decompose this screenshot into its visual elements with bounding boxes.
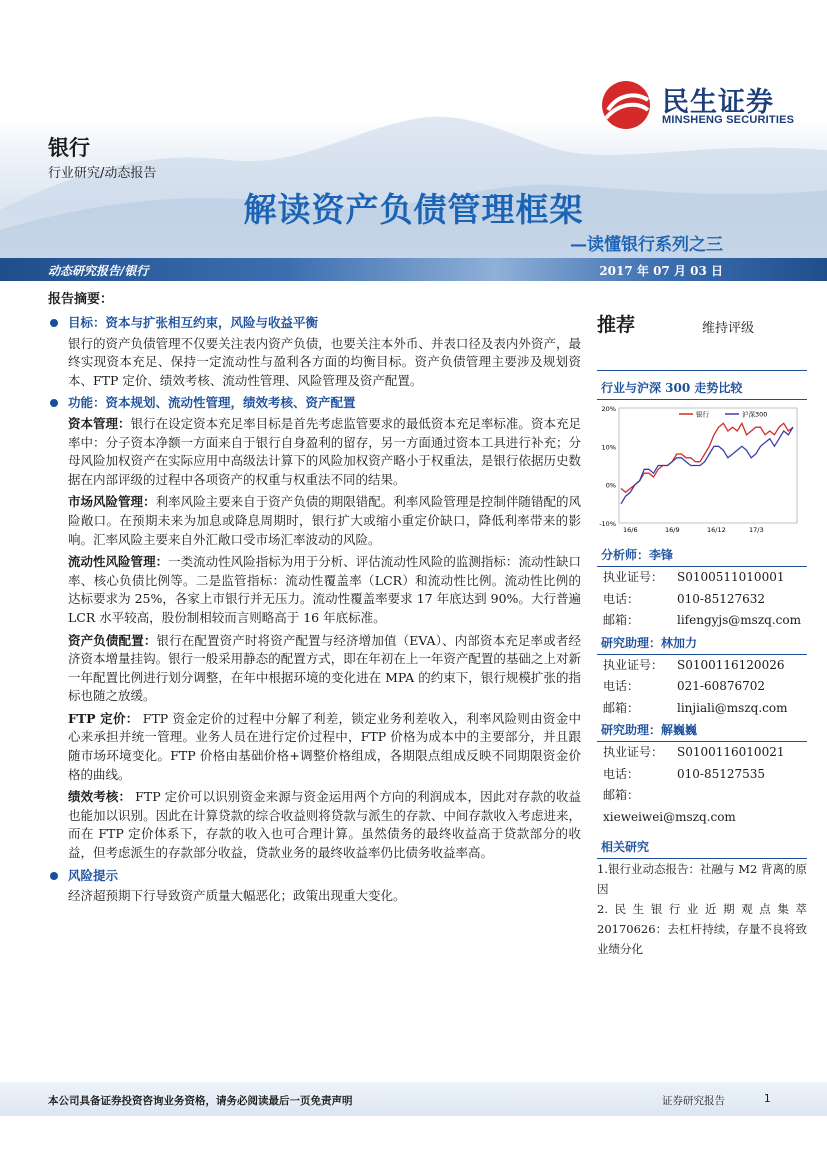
analyst-title: 分析师：李锋 [597,544,807,567]
x-tick-label: 17/3 [749,526,764,534]
report-type: 行业研究/动态报告 [48,166,157,181]
page-number: 1 [764,1093,771,1105]
related-title: 相关研究 [597,836,807,859]
performance-chart [597,400,807,540]
paragraph: 经济超预期下行导致资产质量大幅恶化；政策出现重大变化。 [68,888,406,904]
x-tick-label: 16/12 [707,526,726,534]
sector-name: 银行 [48,136,90,160]
analyst-email[interactable]: 邮箱： lifengyjs@mszq.com [603,613,801,627]
report-date: 2017 年 07 月 03 日 [599,264,723,278]
analyst-phone: 电话： 010-85127535 [603,766,766,781]
y-tick-label: -10% [599,520,616,528]
paragraph: 银行的资产负债管理不仅要关注表内资产负债，也要关注本外币、并表口径及表内外资产，最终实现资本充足、保持一定流动性与盈利各方面的均衡目标。资产负债管理主要涉及规划资本、FTP 定价、绩效考核、流动性管理、风险管理及资产配置。 [68,335,581,388]
analyst-cert: 执业证号： S0100511010001 [603,570,785,584]
chart-plot-area [619,408,797,523]
paragraph: 绩效考核： FTP 定价可以识别资金来源与资金运用两个方向的利润成本，因此对存款的收益也能加以识别。因此在计算贷款的综合收益则将贷款与派生的存款、中间存款收入考虑进来，而在 FTP 定价体系下，存款的收入也可合理计算。虽然债务的最终收益高于贷款部分的收益，但考虑派生的存款部分收益，贷款业务的最终收益率仍比债务收益率高。 [68,789,581,861]
report-title: 解读资产负债管理框架 [243,190,584,229]
x-tick-label: 16/9 [665,526,680,534]
analyst-email[interactable]: 邮箱： linjiali@mszq.com [603,700,788,715]
analyst-email[interactable]: 邮箱：xieweiwei@mszq.com [603,788,736,824]
analyst-phone: 电话： 021-60876702 [603,679,766,693]
report-subtitle: —读懂银行系列之三 [570,235,723,255]
legend-label: 银行 [696,410,709,419]
bullet-icon [50,872,58,880]
analyst-cert: 执业证号： S0100116120026 [603,657,785,672]
x-tick-label: 16/6 [623,526,638,534]
paragraph: 资本管理：银行在设定资本充足率目标是首先考虑监管要求的最低资本充足率标准。资本充足率中：分子资本净额一方面来自于银行自身盈利的留存，另一方面通过资本工具进行补充；分母风险加权资产在实际应用中高级法计算下的风险加权资产略小于权重法，是银行依据历史数据在内部评级的过程中各项资产的权重与权重法不同的结果。 [68,415,581,487]
related-item[interactable]: 2.民生银行业近期观点集萃 20170626：去杠杆持续，存量不良将致业绩分化 [597,902,807,956]
paragraph: 市场风险管理：利率风险主要来自于资产负债的期限错配。利率风险管理是控制伴随错配的风险敞口。在预期未来为加息或降息周期时，银行扩大或缩小重定价缺口，降低利率带来的影响。汇率风险主要来自外汇敞口受市场汇率波动的风险。 [68,494,581,547]
y-tick-label: 0% [605,481,616,490]
section-heading: 功能：资本规划、流动性管理，绩效考核、资产配置 [48,394,581,413]
y-tick-label: 20% [601,405,616,413]
paragraph: 流动性风险管理：一类流动性风险指标为用于分析、评估流动性风险的监测指标：流动性缺口率、核心负债比例等。二是监管指标：流动性覆盖率（LCR）和流动性比例。流动性比例的达标要求为 25%，各家上市银行并无压力。流动性覆盖率要求 17 年底达到 90%。大行普遍 LCR 水平较高，股份制相较而言则略高于 16 年底标准。 [68,554,581,625]
y-tick-label: 10% [601,443,616,452]
paragraph: FTP 定价： FTP 资金定价的过程中分解了利差，锁定业务利差收入，利率风险则由资金中心来承担并统一管理。业务人员在进行定价过程中，FTP 价格为成本中的主要部分，并且跟随市场环境变化。FTP 价格由基础价格+调整价格组成，各期限点组成反映不同期限资金价格的曲线。 [68,710,581,782]
summary-label: 报告摘要： [48,292,114,307]
section-heading: 目标：资本与扩张相互约束，风险与收益平衡 [48,314,581,333]
rating-box [597,300,807,371]
analyst-title: 研究助理：解巍巍 [597,719,807,742]
analyst-title: 研究助理：林加力 [597,632,807,655]
related-item[interactable]: 1.银行业动态报告：社融与 M2 背离的原因 [597,862,807,896]
summary-body [48,314,581,910]
analyst-phone: 电话： 010-85127632 [603,591,766,606]
logo-english: MINSHENG SECURITIES [662,114,795,126]
footer-disclaimer: 本公司具备证券投资咨询业务资格，请务必阅读最后一页免责声明 [48,1095,353,1107]
rating-label: 推荐 [597,314,636,336]
banner-category: 动态研究报告/银行 [48,264,149,278]
footer-label: 证券研究报告 [662,1095,725,1107]
bullet-icon [50,319,58,327]
legend-label: 沪深300 [742,410,768,419]
analyst-block [597,632,807,720]
section-heading: 风险提示 [48,867,581,886]
chart-section-title: 行业与沪深 300 走势比较 [597,377,807,400]
sidebar [597,300,807,959]
analyst-cert: 执业证号： S0100116010021 [603,745,785,759]
logo-chinese: 民生证券 [662,87,774,117]
rating-status: 维持评级 [702,321,755,336]
paragraph: 资产负债配置：银行在配置资产时将资产配置与经济增加值（EVA）、内部资本充足率或者经济资本增量挂钩。银行一般采用静态的配置方式，即在年初在上一年资产配置的基础之上对新一年配置比例进行划分调整，在年中根据环境的变化进在 MPA 的约束下，银行规模扩张的指标也随之放缓。 [68,632,581,704]
bullet-icon [50,399,58,407]
analyst-block [597,544,807,632]
analyst-block [597,719,807,828]
related-list [597,859,807,959]
